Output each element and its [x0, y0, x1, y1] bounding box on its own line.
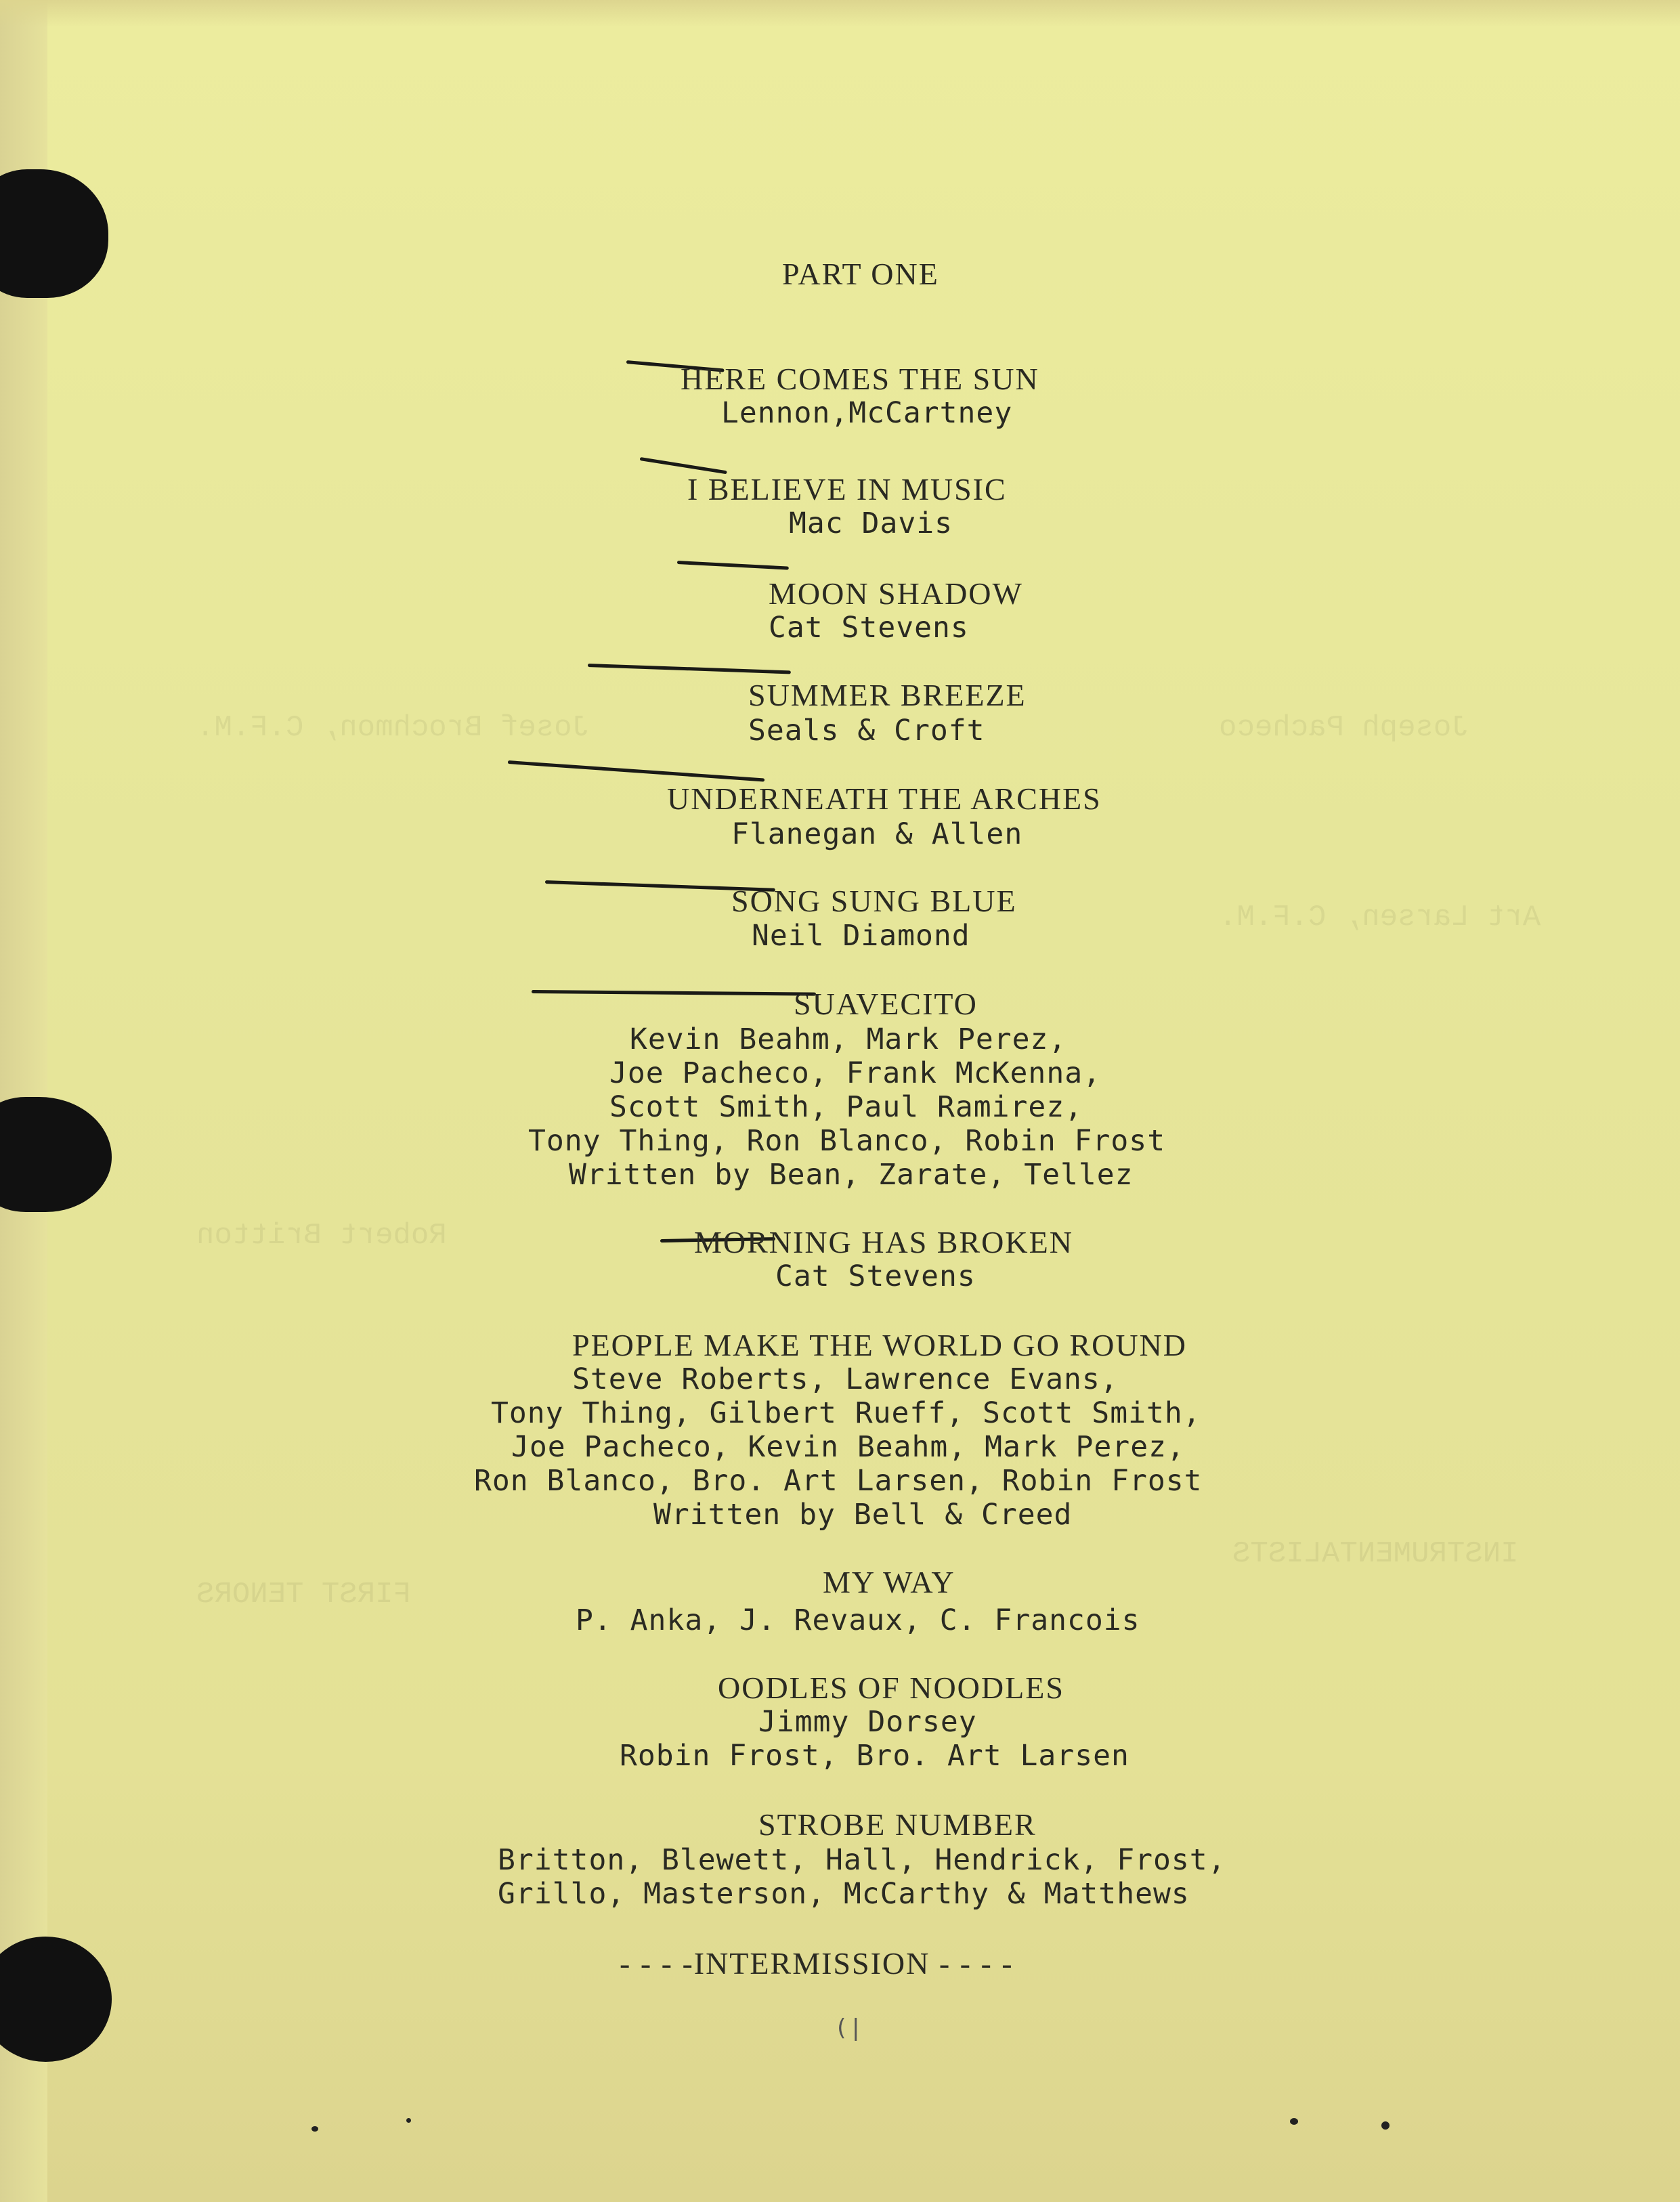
song-credit: P. Anka, J. Revaux, C. Francois	[576, 1603, 1140, 1637]
song-title: OODLES OF NOODLES	[718, 1670, 1064, 1705]
page-number-mark: (|	[834, 2014, 863, 2042]
song-credit: Joe Pacheco, Kevin Beahm, Mark Perez,	[511, 1430, 1185, 1464]
part-heading: PART ONE	[782, 257, 939, 291]
song-title: MOON SHADOW	[769, 576, 1023, 611]
song-credit: Steve Roberts, Lawrence Evans,	[572, 1362, 1119, 1396]
song-credit: Jimmy Dorsey	[758, 1705, 977, 1739]
song-title: I BELIEVE IN MUSIC	[687, 472, 1007, 506]
song-credit: Written by Bell & Creed	[653, 1498, 1073, 1532]
song-credit: Ron Blanco, Bro. Art Larsen, Robin Frost	[474, 1464, 1203, 1498]
song-credit: Neil Diamond	[752, 919, 970, 953]
song-credit: Flanegan & Allen	[731, 817, 1023, 851]
song-credit: Mac Davis	[789, 506, 953, 540]
song-credit: Joe Pacheco, Frank McKenna,	[609, 1056, 1101, 1090]
song-credit: Tony Thing, Gilbert Rueff, Scott Smith,	[491, 1396, 1201, 1430]
song-title: MORNING HAS BROKEN	[694, 1225, 1073, 1259]
song-credit: Written by Bean, Zarate, Tellez	[569, 1158, 1134, 1192]
song-credit: Lennon,McCartney	[721, 396, 1013, 430]
bleed-through-text: INSTRUMENTALISTS	[1232, 1537, 1519, 1571]
song-credit: Cat Stevens	[769, 611, 969, 645]
song-title: HERE COMES THE SUN	[681, 362, 1039, 396]
song-credit: Seals & Croft	[748, 714, 985, 748]
song-title: SUMMER BREEZE	[748, 678, 1027, 712]
bleed-through-text: FIRST TENORS	[196, 1578, 411, 1612]
song-credit: Tony Thing, Ron Blanco, Robin Frost	[528, 1124, 1166, 1158]
song-title: UNDERNEATH THE ARCHES	[667, 781, 1102, 816]
song-title: SONG SUNG BLUE	[731, 884, 1017, 918]
song-credit: Scott Smith, Paul Ramirez,	[609, 1090, 1083, 1124]
bleed-through-text: Joseph Pacheco	[1219, 711, 1469, 745]
song-credit: Cat Stevens	[775, 1259, 976, 1293]
song-credit: Kevin Beahm, Mark Perez,	[630, 1022, 1067, 1056]
song-title: SUAVECITO	[794, 987, 978, 1021]
bleed-through-text: Josef Brochmon, C.F.M.	[196, 711, 590, 745]
intermission-divider: - - - -INTERMISSION - - - -	[620, 1946, 1014, 1981]
song-credit: Grillo, Masterson, McCarthy & Matthews	[498, 1877, 1190, 1911]
song-title: STROBE NUMBER	[758, 1807, 1037, 1842]
bleed-through-text: Art Larsen, C.F.M.	[1219, 901, 1541, 934]
song-credit: Robin Frost, Bro. Art Larsen	[620, 1739, 1129, 1773]
song-credit: Britton, Blewett, Hall, Hendrick, Frost,	[498, 1843, 1226, 1877]
song-title: PEOPLE MAKE THE WORLD GO ROUND	[572, 1328, 1188, 1362]
song-title: MY WAY	[823, 1565, 955, 1599]
bleed-through-text: Robert Britton	[196, 1219, 447, 1253]
